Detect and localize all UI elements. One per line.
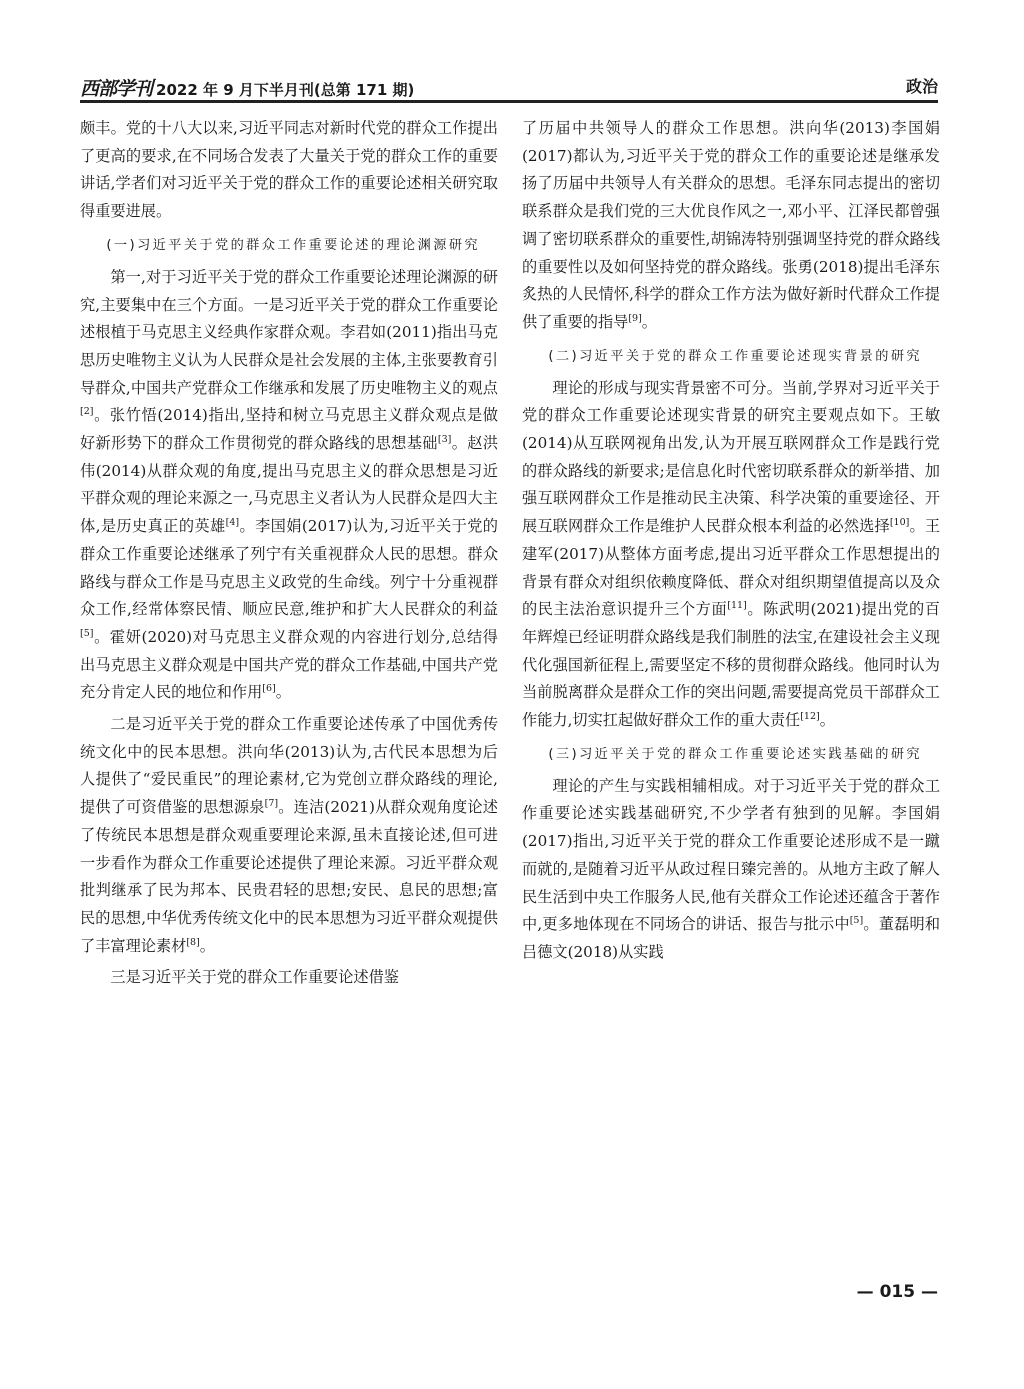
section-heading: (三)习近平关于党的群众工作重要论述实践基础的研究: [548, 746, 922, 762]
text-run: 了历届中共领导人的群众工作思想。洪向华(2013)李国娟(2017)都认为,习近平关于党的群众工作的重要论述是继承发扬了历届中共领导人有关群众的思想。毛泽东同志提出的密切联系群众是我们党的三大优良作风之一,邓小平、江泽民都曾强调了密切联系群众的重要性,胡锦涛特别强调坚持党的群众路线的重要性以及如何坚持党的群众路线。张勇(2018)提出毛泽东炙热的人民情怀,科学的群众工作方法为做好新时代群众工作提供了重要的指导: [522, 119, 940, 331]
citation-ref: [8]: [186, 936, 200, 948]
text-run: 。: [275, 683, 291, 702]
issue-info: 2022 年 9 月下半月刊(总第 171 期): [156, 81, 415, 99]
citation-ref: [5]: [849, 915, 864, 927]
text-run: 。李国娟(2017)认为,习近平关于党的群众工作重要论述继承了列宁有关重视群众人民的思想。群众路线与群众工作是马克思主义政党的生命线。列宁十分重视群众工作,经常体察民情、顺应民意,维护和扩大人民群众的利益: [80, 517, 498, 619]
text-run: 三是习近平关于党的群众工作重要论述借鉴: [110, 968, 399, 987]
text-run: 。: [199, 936, 215, 955]
text-run: 。王建军(2017)从整体方面考虑,提出习近平群众工作思想提出的背景有群众对组织依赖度降低、群众对组织期望值提高以及众的民主法治意识提升三个方面: [522, 517, 941, 619]
citation-ref: [2]: [80, 406, 94, 418]
body-paragraph: [522, 115, 940, 337]
body-paragraph: [80, 964, 498, 992]
citation-ref: [3]: [437, 434, 452, 446]
text-run: 颇丰。党的十八大以来,习近平同志对新时代党的群众工作提出了更高的要求,在不同场合发表了大量关于党的群众工作的重要讲话,学者们对习近平关于党的群众工作的重要论述相关研究取得重要进展。: [80, 119, 498, 221]
header-rule: [80, 100, 938, 103]
text-run: 理论的产生与实践相辅相成。对于习近平关于党的群众工作重要论述实践基础研究,不少学者有独到的见解。李国娟(2017)指出,习近平关于党的群众工作重要论述形成不是一蹴而就的,是随着习近平从政过程日臻完善的。从地方主政了解人民生活到中央工作服务人民,他有关群众工作论述还蕴含于著作中,更多地体现在不同场合的讲话、报告与批示中: [522, 776, 940, 934]
text-run: 。张竹悟(2014)指出,坚持和树立马克思主义群众观点是做好新形势下的群众工作贯彻党的群众路线的思想基础: [80, 406, 498, 453]
running-header: [80, 70, 938, 104]
citation-ref: [9]: [628, 312, 642, 324]
journal-logo: 西部学刊: [80, 78, 153, 100]
citation-ref: [6]: [262, 683, 276, 695]
text-run: 第一,对于习近平关于党的群众工作重要论述理论渊源的研究,主要集中在三个方面。一是习近平关于党的群众工作重要论述根植于马克思主义经典作家群众观。李君如(2011)指出马克思历史唯物主义认为人民群众是社会发展的主体,主张要教育引导群众,中国共产党群众工作继承和发展了历史唯物主义的观点: [80, 267, 498, 397]
citation-ref: [10]: [889, 517, 910, 529]
text-run: 。连洁(2021)从群众观角度论述了传统民本思想是群众观重要理论来源,虽未直接论述,但可进一步看作为群众工作重要论述提供了理论来源。习近平群众观批判继承了民为邦本、民贵君轻的思想;安民、息民的思想;富民的思想,中华优秀传统文化中的民本思想为习近平群众观提供了丰富理论素材: [80, 798, 498, 955]
text-run: 。陈武明(2021)提出党的百年辉煌已经证明群众路线是我们制胜的法宝,在建设社会主义现代化强国新征程上,需要坚定不移的贯彻群众路线。他同时认为当前脱离群众是群众工作的突出问题,需要提高党员干部群众工作能力,切实扛起做好群众工作的重大责任: [522, 600, 940, 730]
section-name: 政治: [905, 77, 938, 96]
citation-ref: [4]: [225, 517, 240, 529]
section-heading: (二)习近平关于党的群众工作重要论述现实背景的研究: [548, 348, 922, 364]
citation-ref: [5]: [80, 627, 94, 639]
body-paragraph: [522, 773, 940, 967]
text-run: 。: [819, 711, 835, 730]
citation-ref: [11]: [727, 600, 747, 612]
citation-ref: [7]: [264, 798, 279, 810]
text-run: 。: [641, 312, 657, 331]
text-run: 。霍妍(2020)对马克思主义群众观的内容进行划分,总结得出马克思主义群众观是中国共产党的群众工作基础,中国共产党充分肯定人民的地位和作用: [80, 627, 498, 702]
text-run: 。董磊明和吕德文(2018)从实践: [522, 915, 941, 961]
left-column: [80, 115, 498, 992]
right-column: [522, 115, 940, 967]
citation-ref: [12]: [800, 711, 820, 723]
text-run: 。赵洪伟(2014)从群众观的角度,提出马克思主义的群众思想是习近平群众观的理论来源之一,马克思主义者认为人民群众是四大主体,是历史真正的英雄: [80, 434, 499, 536]
header-left: [80, 74, 414, 101]
section-heading: (一)习近平关于党的群众工作重要论述的理论渊源研究: [106, 237, 480, 253]
body-paragraph: [80, 264, 498, 707]
page-number: — 015 —: [856, 1282, 938, 1302]
text-run: 理论的形成与现实背景密不可分。当前,学界对习近平关于党的群众工作重要论述现实背景的研究主要观点如下。王敏(2014)从互联网视角出发,认为开展互联网群众工作是践行党的群众路线的新要求;是信息化时代密切联系群众的新举措、加强互联网群众工作是推动民主决策、科学决策的重要途径、开展互联网群众工作是维护人民群众根本利益的必然选择: [522, 378, 940, 536]
body-paragraph: [80, 115, 498, 226]
body-paragraph: [80, 711, 498, 960]
text-run: 二是习近平关于党的群众工作重要论述传承了中国优秀传统文化中的民本思想。洪向华(2013)认为,古代民本思想为后人提供了“爱民重民”的理论素材,它为党创立群众路线的理论,提供了可资借鉴的思想源泉: [80, 715, 498, 817]
body-paragraph: [522, 375, 940, 735]
